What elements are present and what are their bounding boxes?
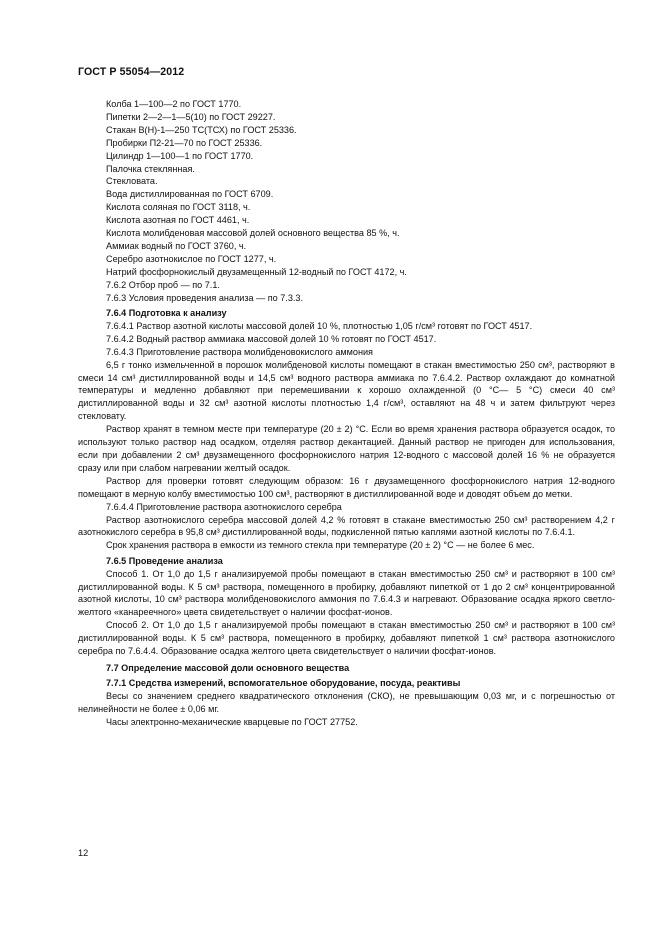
list-item: Аммиак водный по ГОСТ 3760, ч. [106,240,247,251]
section-heading-7-7-1: 7.7.1 Средства измерений, вспомогательное оборудование, посуда, реактивы [106,678,461,689]
paragraph: Весы со значением среднего квадратического отклонения (СКО), не превышающим 0,03 мг, и с погрешностью от нелинейности не более ± 0,06 мг. [78,691,615,715]
list-item: Серебро азотнокислое по ГОСТ 1277, ч. [106,253,277,264]
paragraph-method-1: Способ 1. От 1,0 до 1,5 г анализируемой пробы помещают в стакан вместимостью 250 см³ и растворяют в 100 см³ дистиллированной воды. К 5 см³ раствора, помещенного в пробирку, добавляют пипеткой от 1 до 2 см³ концентрированной азотной кислоты, 10 см³ раствора молибденовокислого аммония по 7.6.4.3 и нагревают. Образование осадка яркого светло-желтого «канареечного» цвета свидетельствует о наличии фосфат-ионов. [78,568,615,618]
section-heading-7-6-4: 7.6.4 Подготовка к анализу [106,308,227,318]
paragraph: Часы электронно-механические кварцевые по ГОСТ 27752. [106,717,358,728]
clause-7-6-2: 7.6.2 Отбор проб — по 7.1. [106,279,220,290]
section-heading-7-6-5: 7.6.5 Проведение анализа [106,555,223,566]
paragraph-7-6-4-1: 7.6.4.1 Раствор азотной кислоты массовой долей 10 %, плотностью 1,05 г/см³ готовят по ГОСТ 4517. [106,320,533,331]
list-item: Колба 1—100—2 по ГОСТ 1770. [106,99,242,109]
section-heading-7-7: 7.7 Определение массовой доли основного вещества [106,662,350,673]
list-item: Пипетки 2—2—1—5(10) по ГОСТ 29227. [106,111,276,122]
paragraph: Раствор азотнокислого серебра массовой долей 4,2 % готовят в стакане вместимостью 250 см³ растворением 4,2 г азотнокислого серебра в 95,8 см³ дистиллированной воды, подкисленной пятью каплями азотной кислоты по 7.6.4.1. [78,514,615,538]
paragraph-method-2: Способ 2. От 1,0 до 1,5 г анализируемой пробы помещают в стакан вместимостью 250 см³ и растворяют в 100 см³ дистиллированной воды. К 5 см³ раствора, помещенного в пробирку, добавляют пипеткой 1 см³ раствора азотнокислого серебра по 7.6.4.4. Образование осадка желтого цвета свидетельствует о наличии фосфат-ионов. [78,620,615,657]
paragraph: Срок хранения раствора в емкости из темного стекла при температуре (20 ± 2) °С — не более 6 мес. [106,540,535,551]
list-item: Вода дистиллированная по ГОСТ 6709. [106,189,274,200]
document-body [78,98,615,729]
list-item: Натрий фосфорнокислый двузамещенный 12-водный по ГОСТ 4172, ч. [106,266,407,277]
page-number: 12 [78,848,89,858]
paragraph-7-6-4-4: 7.6.4.4 Приготовление раствора азотнокислого серебра [106,501,342,512]
paragraph: Раствор хранят в темном месте при температуре (20 ± 2) °С. Если во время хранения раствора образуется осадок, то используют только раствор над осадком, отделяя раствор декантацией. Данный раствор не пригоден для использования, если при добавлении 2 см³ двузамещенного фосфорнокислого натрия 12-водного с массовой долей 16 % не образуется сразу или при слабом нагревании желтый осадок. [78,424,615,473]
list-item: Цилиндр 1—100—1 по ГОСТ 1770. [106,150,254,161]
document-header: ГОСТ Р 55054—2012 [78,66,185,78]
list-item: Стакан В(Н)-1—250 ТС(ТСХ) по ГОСТ 25336. [106,124,297,135]
list-item: Кислота молибденовая массовой долей основного вещества 85 %, ч. [106,228,400,239]
clause-7-6-3: 7.6.3 Условия проведения анализа — по 7.3.3. [106,292,303,303]
paragraph: Раствор для проверки готовят следующим образом: 16 г двузамещенного фосфорнокислого натрия 12-водного помещают в мерную колбу вместимостью 100 см³, растворяют в дистиллированной воде и доводят объем до метки. [78,475,615,499]
paragraph: 6,5 г тонко измельченной в порошок молибденовой кислоты помещают в стакан вместимостью 250 см³, растворяют в смеси 14 см³ дистиллированной воды и 14,5 см³ водного раствора аммиака по 7.6.4.2. Раствор охлаждают до комнатной температуры и медленно добавляют при перемешивании к хорошо охлажденной (0 °С— 5 °С) смеси 40 см³ дистиллированной воды и 32 см³ азотной кислоты плотностью 1,4 г/см³, оставляют на 48 ч и затем фильтруют через стекловату. [78,359,615,422]
list-item: Палочка стеклянная. [106,163,195,174]
list-item: Пробирки П2-21—70 по ГОСТ 25336. [106,137,263,148]
paragraph-7-6-4-3: 7.6.4.3 Приготовление раствора молибденовокислого аммония [106,346,373,357]
list-item: Кислота соляная по ГОСТ 3118, ч. [106,202,251,213]
list-item: Кислота азотная по ГОСТ 4461, ч. [106,215,250,226]
list-item: Стекловата. [106,176,158,187]
paragraph-7-6-4-2: 7.6.4.2 Водный раствор аммиака массовой долей 10 % готовят по ГОСТ 4517. [106,333,437,344]
